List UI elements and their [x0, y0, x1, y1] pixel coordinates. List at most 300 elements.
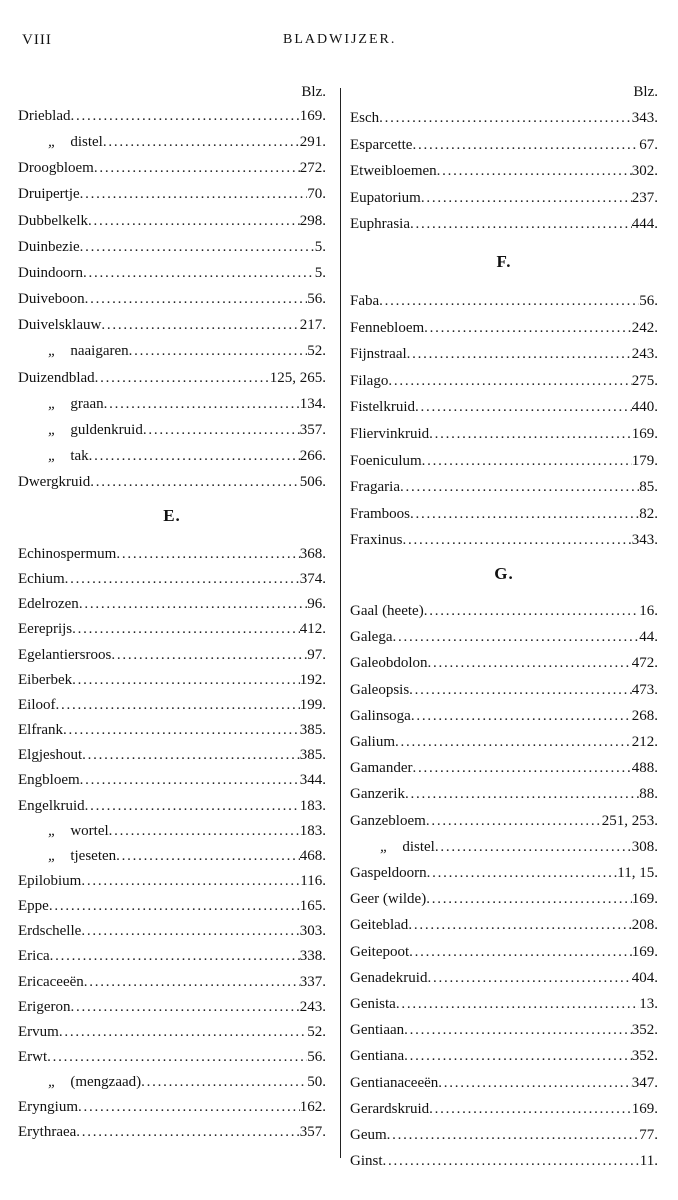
page-number: VIII [22, 32, 52, 48]
entry-name [18, 367, 95, 389]
entry-name [18, 644, 111, 666]
leader-dots [143, 419, 300, 441]
entry-page: 412. [299, 621, 326, 638]
entry-name [350, 1072, 438, 1094]
entry-name [350, 187, 421, 209]
entry-name [18, 920, 81, 942]
entry-name [350, 888, 426, 910]
entry-page: 243. [631, 346, 658, 363]
entry-name [18, 719, 63, 741]
index-entry [18, 367, 326, 389]
index-entry [18, 920, 326, 942]
leader-dots [59, 1021, 307, 1043]
entry-name [350, 652, 427, 674]
entry-term: Druipertje [18, 186, 80, 203]
entry-term: Dubbelkelk [18, 212, 88, 229]
leader-dots [379, 107, 632, 129]
entry-page: 344. [299, 772, 326, 789]
entry-page: 472. [631, 655, 658, 672]
entry-page: 183. [299, 822, 326, 839]
entry-page: 77. [639, 1127, 658, 1143]
entry-name [350, 317, 424, 339]
entry-term: Framboos [350, 505, 410, 522]
entry-term: Duiveboon [18, 291, 85, 308]
entry-name [350, 503, 410, 525]
entry-term: Duizendblad [18, 369, 95, 386]
entry-page: 208. [631, 917, 658, 934]
entry-page: 56. [307, 1049, 326, 1065]
index-entry [350, 941, 658, 963]
entry-term: Galeopsis [350, 681, 410, 698]
entry-page: 169. [631, 1100, 658, 1117]
leader-dots [409, 679, 632, 701]
ditto-mark: „ [48, 822, 57, 839]
entry-page: 11, 15. [617, 865, 658, 881]
entry-name [18, 769, 80, 791]
entry-name [18, 210, 88, 232]
leader-dots [404, 1019, 632, 1041]
entry-name [18, 568, 65, 590]
entry-page: 468. [299, 847, 326, 864]
leader-dots [76, 1121, 299, 1143]
entry-term: Galega [350, 629, 393, 646]
index-entry [350, 626, 658, 648]
entry-name [18, 288, 85, 310]
entry-name [18, 131, 103, 153]
entry-name [350, 731, 395, 753]
index-entry [350, 213, 658, 235]
entry-term: Elfrank [18, 722, 63, 739]
entry-page: 5. [314, 264, 326, 281]
entry-name [350, 134, 412, 156]
entry-page: 338. [299, 948, 326, 965]
entry-page: 473. [631, 681, 658, 698]
entry-page: 347. [631, 1074, 658, 1091]
leader-dots [400, 476, 639, 498]
leader-dots [427, 862, 618, 884]
leader-dots [81, 920, 299, 942]
entry-term: Gamander [350, 760, 413, 777]
entry-name [350, 529, 403, 551]
entry-term: Fijnstraal [350, 346, 407, 363]
entry-page: 217. [299, 317, 326, 334]
entry-page: 237. [631, 189, 658, 206]
index-entry [18, 105, 326, 127]
entry-name [350, 783, 405, 805]
leader-dots [429, 1098, 632, 1120]
index-entry [18, 669, 326, 691]
page-header [22, 32, 658, 56]
entry-page: 357. [299, 421, 326, 438]
entry-term: Fliervinkruid [350, 426, 430, 442]
leader-dots [111, 644, 307, 666]
entry-term: Gentiaan [350, 1022, 405, 1039]
entry-term: Ericaceeën [18, 973, 84, 990]
entry-name [18, 1046, 47, 1068]
entry-term: Duindoorn [18, 264, 83, 281]
index-entry [350, 836, 658, 858]
entry-name [18, 996, 70, 1018]
index-entry [18, 895, 326, 917]
leader-dots [90, 471, 300, 493]
entry-page: 212. [631, 734, 658, 750]
ditto-mark: „ [48, 395, 57, 412]
index-entry [350, 187, 658, 209]
entry-term: Duivelsklauw [18, 317, 102, 334]
leader-dots [426, 810, 602, 832]
index-entry [350, 396, 658, 418]
entry-name [18, 471, 90, 493]
entry-term: Eiberbek [18, 671, 73, 688]
entry-page: 169. [299, 108, 326, 124]
entry-name [18, 340, 129, 362]
index-entry [18, 1046, 326, 1068]
leader-dots [78, 1096, 300, 1118]
ditto-mark: „ [48, 447, 57, 464]
entry-term: Ervum [18, 1023, 59, 1040]
leader-dots [82, 744, 300, 766]
entry-name [350, 476, 400, 498]
entry-page: 303. [299, 923, 326, 940]
entry-name [350, 1019, 404, 1041]
entry-term: Esch [350, 110, 380, 126]
entry-page: 179. [631, 452, 658, 469]
entry-name [18, 157, 94, 179]
entry-page: 56. [307, 291, 326, 308]
entry-page: 352. [631, 1048, 658, 1065]
entry-name [18, 1121, 76, 1143]
entry-name [18, 543, 116, 565]
ditto-mark: „ [48, 847, 57, 864]
entry-name [18, 669, 72, 691]
entry-page: 125, 265. [269, 369, 326, 386]
index-entry [18, 1021, 326, 1043]
entry-page: 291. [299, 134, 326, 151]
index-entry [18, 870, 326, 892]
entry-name [350, 810, 426, 832]
leader-dots [424, 317, 632, 339]
entry-name [350, 1150, 383, 1172]
leader-dots [83, 262, 315, 284]
entry-term: Euphrasia [350, 216, 410, 232]
entry-page: 302. [631, 163, 658, 179]
entry-term: Eupatorium [350, 189, 421, 206]
entry-name [350, 290, 379, 312]
entry-page: 506. [299, 474, 326, 491]
leader-dots [63, 719, 300, 741]
leader-dots [427, 967, 631, 989]
entry-term: (mengzaad) [70, 1074, 142, 1091]
index-entry [350, 107, 658, 129]
leader-dots [88, 210, 300, 232]
leader-dots [388, 370, 631, 392]
entry-page: 134. [299, 395, 326, 412]
leader-dots [85, 795, 300, 817]
entry-name [350, 160, 437, 182]
entry-page: 169. [631, 891, 658, 908]
leader-dots [50, 945, 300, 967]
entry-term: Gaspeldoorn [350, 865, 427, 881]
entry-term: Erwt [18, 1049, 48, 1065]
index-entry [18, 694, 326, 716]
entry-term: Eereprijs [18, 621, 73, 638]
leader-dots [424, 600, 640, 622]
entry-term: Droogbloem [18, 160, 94, 177]
entry-name [350, 1098, 429, 1120]
entry-term: Foeniculum [350, 452, 422, 469]
entry-page: 488. [631, 760, 658, 777]
leader-dots [80, 183, 308, 205]
entry-page: 85. [639, 479, 658, 496]
entry-name [18, 795, 85, 817]
ditto-mark: „ [48, 134, 57, 151]
entry-name [18, 618, 72, 640]
entry-term: Galium [350, 734, 395, 750]
index-entry [350, 476, 658, 498]
leader-dots [79, 593, 307, 615]
leader-dots [65, 568, 300, 590]
blz-label: Blz. [633, 84, 658, 100]
entry-term: Gaal (heete) [350, 603, 424, 619]
leader-dots [422, 450, 632, 472]
entry-name [18, 1071, 141, 1093]
leader-dots [80, 236, 315, 258]
index-entry [350, 757, 658, 779]
entry-term: Fraxinus [350, 532, 403, 549]
entry-page: 385. [299, 747, 326, 764]
index-entry [18, 543, 326, 565]
entry-page: 337. [299, 973, 326, 990]
entry-name [18, 105, 70, 127]
section-letter: G. [494, 564, 514, 583]
entry-page: 343. [631, 532, 658, 549]
entry-page: 444. [631, 216, 658, 232]
leader-dots [104, 393, 300, 415]
entry-page: 44. [639, 629, 658, 646]
entry-term: Erythraea [18, 1124, 77, 1141]
index-entry [18, 719, 326, 741]
leader-dots [70, 996, 299, 1018]
entry-name [350, 396, 415, 418]
leader-dots [410, 213, 632, 235]
entry-term: Fennebloem [350, 319, 425, 336]
index-entry [350, 1072, 658, 1094]
index-entry [350, 600, 658, 622]
index-entry [350, 1045, 658, 1067]
entry-term: Epilobium [18, 872, 82, 889]
index-entry [18, 795, 326, 817]
entry-page: 352. [631, 1022, 658, 1039]
leader-dots [85, 288, 308, 310]
index-entry [350, 134, 658, 156]
leader-dots [412, 757, 631, 779]
entry-term: Erdschelle [18, 923, 82, 940]
entry-page: 440. [631, 399, 658, 416]
leader-dots [56, 694, 300, 716]
index-entry [350, 529, 658, 551]
entry-name [350, 757, 412, 779]
entry-term: Genista [350, 996, 396, 1012]
entry-page: 13. [639, 996, 658, 1012]
leader-dots [101, 314, 299, 336]
entry-page: 183. [299, 797, 326, 814]
leader-dots [94, 157, 300, 179]
entry-term: guldenkruid [70, 421, 143, 438]
index-entry [350, 1019, 658, 1041]
index-entry [350, 290, 658, 312]
entry-term: Duinbezie [18, 238, 80, 255]
entry-name [18, 393, 104, 415]
index-entry [350, 914, 658, 936]
entry-term: Esparcette [350, 136, 413, 153]
index-entry [18, 288, 326, 310]
entry-page: 374. [299, 571, 326, 588]
entry-page: 385. [299, 722, 326, 739]
entry-page: 169. [631, 426, 658, 442]
leader-dots [141, 1071, 307, 1093]
entry-term: Echinospermum [18, 546, 117, 562]
entry-name [350, 679, 409, 701]
entry-term: Ginst [350, 1153, 383, 1170]
entry-term: Eppe [18, 898, 49, 915]
index-entry [350, 679, 658, 701]
entry-page: 275. [631, 372, 658, 389]
index-entry [18, 618, 326, 640]
entry-term: Drieblad [18, 108, 71, 124]
leader-dots [80, 769, 300, 791]
entry-term: Gentianaceeën [350, 1074, 439, 1091]
entry-page: 67. [639, 136, 658, 153]
entry-name [350, 967, 427, 989]
leader-dots [410, 503, 639, 525]
index-entry [350, 731, 658, 753]
index-entry [350, 1150, 658, 1172]
entry-name [18, 845, 116, 867]
entry-name [350, 1124, 387, 1146]
index-entry [350, 450, 658, 472]
ditto-mark: „ [48, 1074, 57, 1091]
entry-name [350, 107, 379, 129]
entry-term: tjeseten [70, 847, 117, 864]
entry-term: Geiteblad [350, 917, 409, 934]
index-entry [350, 888, 658, 910]
entry-page: 298. [299, 212, 326, 229]
index-entry [18, 183, 326, 205]
entry-term: graan [70, 395, 104, 412]
entry-name [18, 971, 84, 993]
entry-page: 308. [631, 838, 658, 855]
index-entry [18, 262, 326, 284]
index-entry [18, 131, 326, 153]
index-entry [18, 971, 326, 993]
entry-page: 116. [300, 872, 326, 889]
index-entry [350, 423, 658, 445]
entry-term: Egelantiersroos [18, 646, 112, 663]
index-entry [18, 593, 326, 615]
leader-dots [412, 134, 639, 156]
index-entry [18, 157, 326, 179]
index-entry [18, 744, 326, 766]
section-letter: E. [163, 506, 181, 525]
entry-name [18, 945, 50, 967]
index-entry [350, 503, 658, 525]
entry-page: 242. [631, 319, 658, 336]
leader-dots [70, 105, 299, 127]
entry-page: 268. [631, 707, 658, 724]
entry-page: 11. [639, 1153, 658, 1170]
index-entry [18, 820, 326, 842]
index-entry [18, 1121, 326, 1143]
entry-page: 88. [639, 786, 658, 803]
entry-name [18, 593, 79, 615]
entry-name [18, 694, 56, 716]
index-entry [350, 317, 658, 339]
leader-dots [404, 1045, 632, 1067]
entry-name [18, 236, 80, 258]
entry-term: distel [402, 838, 435, 855]
leader-dots [437, 160, 632, 182]
entry-term: naaigaren [70, 343, 129, 360]
entry-term: Erica [18, 948, 50, 965]
index-entry [350, 1124, 658, 1146]
entry-term: Engelkruid [18, 797, 85, 814]
entry-term: tak [70, 447, 89, 464]
entry-term: Gerardskruid [350, 1100, 430, 1117]
entry-page: 357. [299, 1124, 326, 1141]
entry-page: 243. [299, 998, 326, 1015]
entry-page: 50. [307, 1074, 326, 1091]
entry-name [18, 1021, 59, 1043]
entry-page: 56. [639, 293, 658, 309]
entry-page: 266. [299, 447, 326, 464]
entry-page: 82. [639, 505, 658, 522]
blz-label: Blz. [301, 84, 326, 100]
entry-term: Galeobdolon [350, 655, 428, 672]
index-entry [18, 845, 326, 867]
column-divider [340, 88, 341, 1158]
index-entry [350, 783, 658, 805]
leader-dots [427, 652, 631, 674]
ditto-mark: „ [48, 421, 57, 438]
index-entry [18, 340, 326, 362]
entry-term: Faba [350, 293, 380, 309]
entry-name [350, 450, 422, 472]
entry-term: Edelrozen [18, 596, 79, 613]
leader-dots [387, 1124, 640, 1146]
index-entry [18, 996, 326, 1018]
entry-page: 70. [307, 186, 326, 203]
index-entry [18, 945, 326, 967]
entry-name [18, 183, 80, 205]
leader-dots [405, 783, 639, 805]
leader-dots [383, 1150, 640, 1172]
entry-term: Dwergkruid [18, 474, 91, 491]
leader-dots [95, 367, 270, 389]
entry-term: Ganzerik [350, 786, 405, 803]
entry-page: 52. [307, 343, 326, 360]
leader-dots [49, 895, 300, 917]
leader-dots [72, 669, 300, 691]
entry-term: Eiloof [18, 696, 56, 713]
index-entry [350, 160, 658, 182]
entry-term: Geer (wilde) [350, 891, 427, 908]
index-entry [350, 967, 658, 989]
index-entry [18, 769, 326, 791]
index-entry [350, 993, 658, 1015]
entry-page: 404. [631, 969, 658, 986]
leader-dots [84, 971, 300, 993]
leader-dots [379, 290, 639, 312]
